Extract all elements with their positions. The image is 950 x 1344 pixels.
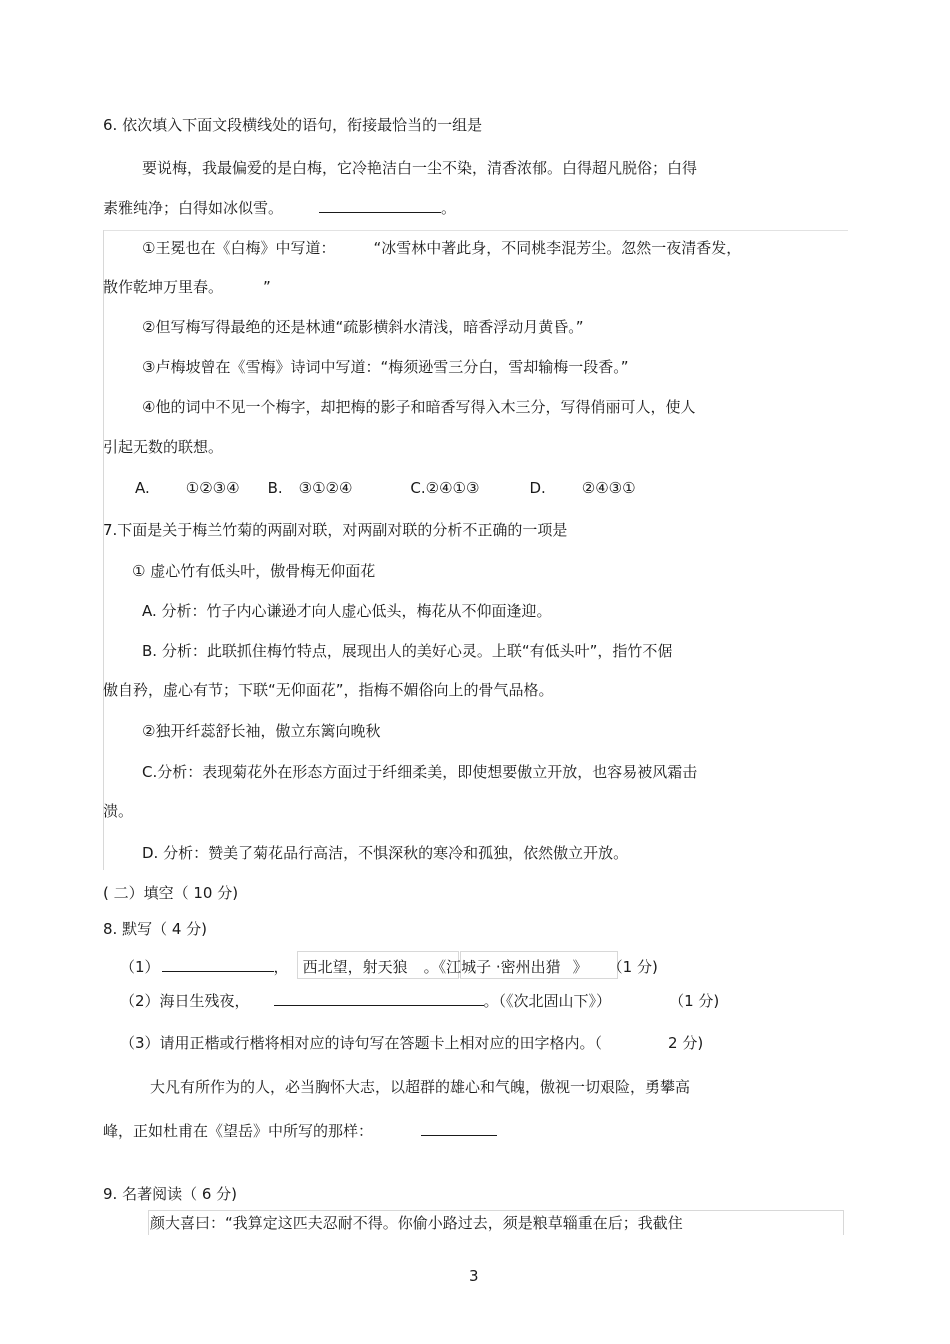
q6-option-d-label[interactable]: D.	[529, 479, 546, 497]
q6-option-d-value: ②④③①	[581, 479, 636, 497]
q8-sub-1-blank[interactable]	[162, 957, 274, 972]
q8-sub-3	[120, 1033, 703, 1053]
q6-option-b-label[interactable]: B.	[267, 479, 283, 497]
q8-sub-1	[120, 957, 658, 977]
q8-sub-1-source-end: 》	[572, 958, 588, 976]
q7-option-b-line-1[interactable]: B. 分析：此联抓住梅竹特点，展现出人的美好心灵。上联“有低头叶”，指竹不倨	[142, 642, 673, 660]
q8-sub-2-score: （1 分)	[669, 992, 720, 1010]
q8-paragraph-blank[interactable]	[421, 1121, 497, 1136]
q6-item-2: ②但写梅写得最绝的还是林逋“疏影横斜水清浅，暗香浮动月黄昏。”	[142, 318, 584, 336]
q6-passage-line-1: 要说梅，我最偏爱的是白梅，它冷艳洁白一尘不染，清香浓郁。白得超凡脱俗；白得	[142, 159, 698, 177]
q7-title: 7.下面是关于梅兰竹菊的两副对联，对两副对联的分析不正确的一项是	[103, 521, 568, 539]
q6-answer-blank[interactable]	[319, 198, 441, 213]
q8-paragraph-line-2	[103, 1121, 497, 1141]
q7-option-b-line-2: 傲自矜，虚心有节；下联“无仰面花”，指梅不媚俗向上的骨气品格。	[103, 681, 554, 699]
q7-couplet-1: ① 虚心竹有低头叶，傲骨梅无仰面花	[132, 562, 376, 580]
q8-paragraph-line-1: 大凡有所作为的人，必当胸怀大志，以超群的雄心和气魄，傲视一切艰险，勇攀高	[150, 1078, 691, 1096]
q8-sub-1-comma: ，	[273, 958, 289, 976]
q6-item-1-line-2	[103, 277, 271, 297]
q8-sub-1-source: 《江城子 ·密州出猎	[438, 958, 561, 976]
q8-sub-1-number: （1）	[120, 958, 160, 976]
q6-option-b-value: ③①②④	[298, 479, 353, 497]
q8-sub-1-score: （1 分)	[607, 958, 658, 976]
q8-sub-3-score: 2 分)	[668, 1034, 704, 1052]
q8-title: 8. 默写（ 4 分)	[103, 920, 208, 938]
page-number: 3	[469, 1267, 479, 1285]
q6-passage-end: 。	[441, 199, 457, 217]
q8-sub-2-source: 。（《次北固山下》）	[483, 992, 612, 1010]
q6-item-4-line-2: 引起无数的联想。	[103, 438, 224, 456]
q6-item-1-lead: ①王冕也在《白梅》中写道：	[142, 239, 336, 257]
q6-title: 6. 依次填入下面文段横线处的语句，衔接最恰当的一组是	[103, 116, 483, 134]
q8-sub-1-verse: 西北望，射天狼	[302, 958, 408, 976]
q6-item-1-line-1	[142, 238, 741, 258]
q6-item-4-line-1: ④他的词中不见一个梅字，却把梅的影子和暗香写得入木三分，写得俏丽可人，使人	[142, 398, 696, 416]
q8-sub-2-blank[interactable]	[274, 991, 484, 1006]
scan-line-left	[103, 230, 104, 870]
q8-sub-1-period: 。	[423, 958, 439, 976]
section-2-heading: ( 二）填空（ 10 分)	[103, 884, 239, 902]
q6-item-3: ③卢梅坡曾在《雪梅》诗词中写道：“梅须逊雪三分白，雪却输梅一段香。”	[142, 358, 629, 376]
q6-item-1-tail: 散作乾坤万里春。	[103, 278, 224, 296]
q7-option-d[interactable]: D. 分析：赞美了菊花品行高洁，不惧深秋的寒冷和孤独，依然傲立开放。	[142, 844, 629, 862]
q6-passage-text: 素雅纯净；白得如冰似雪。	[103, 199, 284, 217]
q6-option-a-value: ①②③④	[185, 479, 240, 497]
q8-sub-3-instruction: （3）请用正楷或行楷将相对应的诗句写在答题卡上相对应的田字格内。（	[120, 1034, 603, 1052]
q8-paragraph-text: 峰，正如杜甫在《望岳》中所写的那样：	[103, 1122, 374, 1140]
q6-option-a-label[interactable]: A.	[135, 479, 150, 497]
q6-options	[135, 478, 636, 498]
scan-line-top	[103, 230, 848, 231]
q7-option-a[interactable]: A. 分析：竹子内心谦逊才向人虚心低头，梅花从不仰面逢迎。	[142, 602, 552, 620]
q7-couplet-2: ②独开纤蕊舒长袖，傲立东篱向晚秋	[142, 722, 381, 740]
q9-title: 9. 名著阅读（ 6 分)	[103, 1185, 238, 1203]
q6-item-1-close-quote: ”	[263, 278, 271, 296]
q8-sub-2-verse: （2）海日生残夜，	[120, 992, 250, 1010]
q7-option-c-line-2: 溃。	[103, 802, 134, 820]
q7-option-c-line-1[interactable]: C.分析：表现菊花外在形态方面过于纤细柔美，即使想要傲立开放，也容易被风霜击	[142, 763, 698, 781]
q6-item-1-quote: “冰雪林中著此身，不同桃李混芳尘。忽然一夜清香发，	[373, 239, 742, 257]
q9-passage-line-1: 颜大喜曰：“我算定这匹夫忍耐不得。你偷小路过去，须是粮草辎重在后；我截住	[150, 1214, 683, 1232]
q8-sub-2	[120, 991, 719, 1011]
q6-passage-line-2	[103, 198, 456, 218]
q6-option-c[interactable]: C.②④①③	[410, 479, 480, 497]
